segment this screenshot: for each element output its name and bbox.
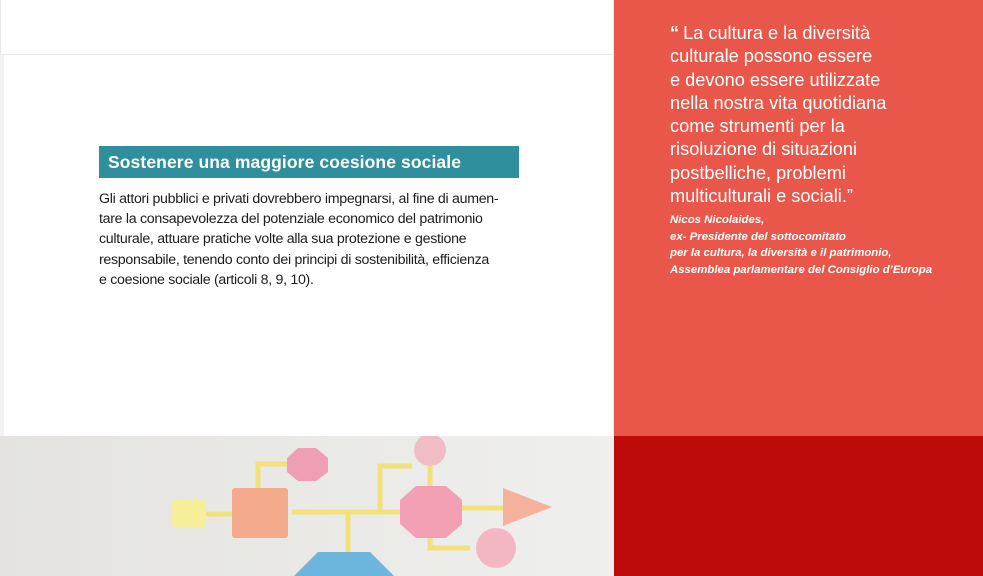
body-line: e coesione sociale (articoli 8, 9, 10).: [99, 271, 314, 288]
quote-line: e devono essere utilizzate: [670, 69, 881, 90]
quote-line-text: La cultura e la diversità: [683, 23, 871, 43]
section-heading-bar: [99, 146, 519, 178]
red-color-block: [614, 436, 983, 576]
body-line: Gli attori pubblici e privati dovrebbero impegnarsi, al fine di aumen-: [99, 191, 499, 207]
flowchart-photo: [0, 436, 613, 576]
orange-square-shape: [232, 488, 288, 538]
pink-octagon-shape: [287, 448, 328, 481]
quote-line: come strumenti per la: [670, 116, 845, 137]
body-line: tare la consapevolezza del potenziale economico del patrimonio: [99, 211, 483, 228]
quote-line: risoluzione di situazioni: [670, 139, 858, 160]
attribution-name: Nicos Nicolaides,: [670, 214, 765, 226]
quote-attribution: [670, 212, 980, 279]
quote-line: multiculturali e sociali.”: [670, 186, 853, 207]
top-header-strip: [0, 0, 613, 55]
pink-circle-bottom-shape: [476, 528, 516, 568]
quote-mark: “: [670, 23, 678, 43]
quote-panel: [614, 0, 983, 436]
quote-line: nella nostra vita quotidiana: [670, 92, 887, 113]
body-line: culturale, attuare pratiche volte alla sua protezione e gestione: [99, 231, 467, 248]
quote-line: culturale possono essere: [670, 46, 873, 67]
flowchart-shapes-illustration: [0, 436, 613, 576]
body-line: responsabile, tenendo conto dei principi di sostenibilità, efficienza: [99, 251, 489, 268]
quote-line: [670, 22, 970, 45]
quote-text: [670, 22, 970, 208]
yellow-square-shape: [172, 500, 206, 527]
attribution-line: Assemblea parlamentare del Consiglio d’Europa: [670, 264, 933, 277]
page-edge: [0, 55, 4, 436]
quote-line: postbelliche, problemi: [670, 162, 846, 183]
pink-octagon-large-shape: [400, 486, 462, 538]
section-body: [99, 189, 519, 290]
attribution-line: per la cultura, la diversità e il patrimonio,: [670, 247, 892, 260]
text-page: [0, 0, 613, 436]
section-heading: Sostenere una maggiore coesione sociale: [108, 152, 462, 172]
attribution-line: ex- Presidente del sottocomitato: [670, 230, 846, 243]
